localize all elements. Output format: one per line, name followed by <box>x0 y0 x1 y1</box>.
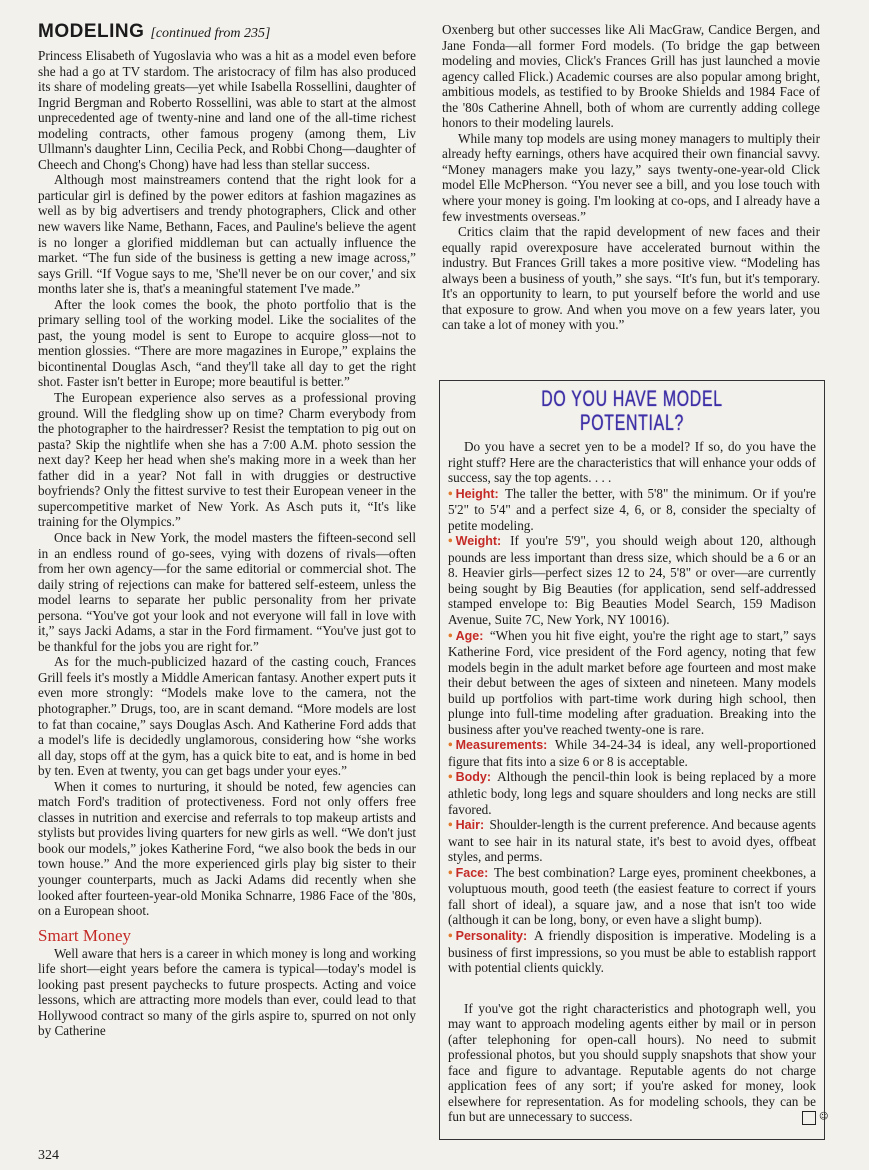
paragraph: Oxenberg but other successes like Ali MacGraw, Candice Bergen, and Jane Fonda—all former Ford models. (To bridge the gap between modeling and movies, Click's Frances Grill has just launched a movie agency called Flick.) Academic courses are also popular among bright, ambitious models, as testified to by Brooke Shields and 1984 Face of the '80s Catherine Ahnell, both of whom are currently adding college honors to their modeling laurels. <box>442 22 820 131</box>
trait-item <box>448 628 816 738</box>
trait-label: Measurements: <box>455 738 548 753</box>
bullet-icon: • <box>448 769 453 785</box>
continued-note: [continued from 235] <box>150 26 271 41</box>
bullet-icon: • <box>448 737 453 753</box>
page-number: 324 <box>38 1148 59 1163</box>
paragraph: The European experience also serves as a professional proving ground. Will the fledgling show up on time? Charm everybody from the photographer to the hairdresser? Resist the temptation to pig out on pasta? Skip the nightlife when she has a 7:00 A.M. photo session the next day? Keep her head when she's making more in a week than her father did in a year? Not fall in with druggies or destructive boyfriends? Only the fittest survive to test their European veneer in the supercompetitive market of New York. As Asch puts it, “It's like training for the Olympics.” <box>38 390 416 530</box>
trait-item <box>448 928 816 976</box>
paragraph: Once back in New York, the model masters the fifteen-second sell in an endless round of go-sees, vying with dozens of rivals—often from her own agency—for the same editorial or commercial shot. The daily string of rejections can make for battered self-esteem, unless the model learns to separate her public personality from her private persona. “You've got your look and not everyone will fall in love with it,” says Jacki Adams, a star in the Ford firmament. “You've just got to be thankful for the jobs you are right for.” <box>38 529 416 654</box>
trait-label: Height: <box>455 486 499 501</box>
sidebar-closing <box>448 1000 829 1125</box>
paragraph: When it comes to nurturing, it should be noted, few agencies can match Ford's tradition of protectiveness. Ford not only offers free classes in nutrition and exercise and referrals to top makeup artists and stylists but provides living quarters for new girls as well. “We don't just book our models,” jokes Katherine Ford, “we also book the beds in our town house.” And the more experienced girls play big sister to their younger counterparts, much as Jacki Adams did recently when she looked after fourteen-year-old Monika Schnarre, 1986 Face of the '80s, on a European shoot. <box>38 778 416 919</box>
trait-text: The best combination? Large eyes, prominent cheekbones, a voluptuous mouth, good teeth (the easiest feature to correct if yours fall short of ideal), a square jaw, and a nose that isn't too wide (although it can be long, bony, or even have a slight bump). <box>448 864 816 928</box>
article-title: MODELING <box>38 21 145 42</box>
paragraph: Although most mainstreamers contend that the right look for a particular girl is defined by the power editors at fashion magazines as well as by big advertisers and trendy photographers, Click and other new wavers like Name, Bethann, Faces, and Pauline's believe the agent is no longer a glorified middleman but can actually influence the market. “The fun side of the business is getting a new image across,” says Grill. “If Vogue says to me, 'She'll never be on our cover,' and six months later she is, that's a meaningful statement I've made.” <box>38 172 416 297</box>
bullet-icon: • <box>448 627 453 643</box>
trait-label: Age: <box>455 628 484 643</box>
paragraph: While many top models are using money managers to multiply their already hefty earnings, others have acquired their own financial savvy. “Money managers make you lazy,” says twenty-one-year-old Click model Elle McPherson. “You never see a bill, and you lose touch with where your money is going. I'm looking at co-ops, and I already have a few investments overseas.” <box>442 130 820 224</box>
trait-label: Weight: <box>455 534 502 549</box>
paragraph: Well aware that hers is a career in which money is long and working life short—eight years before the camera is typical—today's model is looking past present paychecks to future prospects. Acting and voice lessons, which are attracting more models than ever, could lead to that Hollywood contract so many of the girls aspire to, spurred on not only by Catherine <box>38 945 416 1039</box>
paragraph: As for the much-publicized hazard of the casting couch, Frances Grill feels it's mostly a Middle American fantasy. Another expert puts it even more strongly: “Models make love to the camera, not the photographer.” Drugs, too, are in scant demand. “More models are lost to fat than cocaine,” says Douglas Asch. And Katherine Ford adds that a model's life is decidedly unglamorous, considering how “she works all day, stops off at the gym, has a quick bite to eat, and is home in bed by ten. Even at twenty, you can get bags under your eyes.” <box>38 654 416 779</box>
sidebar-box <box>439 380 829 1140</box>
end-mark-icon: ☺ <box>802 1111 816 1125</box>
trait-item <box>448 817 816 865</box>
paragraph: Princess Elisabeth of Yugoslavia who was a hit as a model even before she had a go at TV stardom. The aristocracy of film has also produced its share of modeling greats—yet while Isabella Rossellini, daughter of Ingrid Bergman and Roberto Rossellini, was able to start at the almost unprecedented age of twenty-nine and land one of the all-time richest modeling contracts, other famous progeny (among them, Liv Ullmann's daughter Linn, Cecilia Peck, and Robbi Chong—daughter of Cheech and Chong's Chong) have had less than stellar success. <box>38 48 416 172</box>
trait-text: “When you hit five eight, you're the right age to start,” says Katherine Ford, vice president of the Ford agency, noting that few models begin in the adult market before age fourteen and most make their debut between the ages of sixteen and nineteen. Many models build up portfolios with part-time work during high school, then plunge into full-time modeling after graduation. Breaking into the business after you've reached twenty-one is rare. <box>448 627 816 737</box>
bullet-icon: • <box>448 864 453 880</box>
trait-text: Although the pencil-thin look is being replaced by a more athletic body, long legs and square shoulders and long necks are still favored. <box>448 769 816 817</box>
trait-label: Personality: <box>455 928 528 943</box>
right-column <box>442 22 820 333</box>
article-heading <box>38 22 416 44</box>
bullet-icon: • <box>448 927 453 943</box>
sidebar-intro: Do you have a secret yen to be a model? If so, do you have the right stuff? Here are the characteristics that will enhance your odds of success, say the top agents. . . . <box>448 439 816 486</box>
trait-text: A friendly disposition is imperative. Modeling is a business of first impressions, so you must be able to establish rapport with potential clients quickly. <box>448 927 816 976</box>
sidebar-title: DO YOU HAVE MODEL POTENTIAL? <box>541 386 723 435</box>
trait-item <box>448 769 816 817</box>
trait-text: While 34-24-34 is ideal, any well-proportioned figure that fits into a size 6 or 8 is acceptable. <box>448 737 817 769</box>
trait-text: If you're 5'9", you should weigh about 120, although pounds are less important than dress size, which should be a 6 or an 8. Heavier girls—perfect sizes 12 to 24, 5'8" or over—are currently being sought by Big Beauties (for application, send self-addressed stamped envelope to: Big Beauties Model Search, 159 Madison Avenue, Suite 7C, New York, NY 10016). <box>448 533 817 628</box>
paragraph: After the look comes the book, the photo portfolio that is the primary selling tool of the working model. Like the socialites of the past, the young model is sent to Europe to acquire gloss—not to mention glossies. “There are more magazines in Europe,” explains the bicontinental Douglas Asch, “and they'll take all day to get the right shot. Faster isn't better in Europe; more beautiful is better.” <box>38 296 416 390</box>
trait-label: Hair: <box>455 818 485 833</box>
bullet-icon: • <box>448 485 453 501</box>
left-column <box>38 22 416 1039</box>
trait-item <box>448 737 816 769</box>
bullet-icon: • <box>448 817 453 833</box>
trait-item <box>448 865 816 928</box>
trait-label: Body: <box>455 770 492 785</box>
paragraph: Critics claim that the rapid development of new faces and their equally rapid overexposure have accelerated burnout within the industry. But Frances Grill takes a more positive view. “Modeling has always been a business of youth,” she says. “It's fun, but it's temporary. It's an opportunity to learn, to put yourself before the world and use that exposure to grow. And when you move on a few years later, you can take a lot of money with you.” <box>442 224 820 333</box>
trait-text: The taller the better, with 5'8" the minimum. Or if you're 5'2" to 5'4" and a perfect size 4, 6, or 8, consider the specialty of petite modeling. <box>448 485 817 533</box>
trait-item <box>448 533 816 627</box>
trait-label: Face: <box>455 865 489 880</box>
trait-text: Shoulder-length is the current preference. And because agents want to see hair in its natural state, it's best to avoid dyes, offbeat styles, and perms. <box>448 817 816 865</box>
bullet-icon: • <box>448 533 453 549</box>
trait-item <box>448 486 816 534</box>
section-subheading: Smart Money <box>38 925 132 945</box>
closing-text: If you've got the right characteristics and photograph well, you may want to approach modeling agents either by mail or in person (after telephoning for open-call hours). No need to submit professional photos, but you should supply snapshots that show your face and figure to advantage. Reputable agents do not charge application fees of any sort; if you're asked for money, look elsewhere for representation. As for modeling schools, they can be fun but are unnecessary to success. <box>448 1000 816 1125</box>
